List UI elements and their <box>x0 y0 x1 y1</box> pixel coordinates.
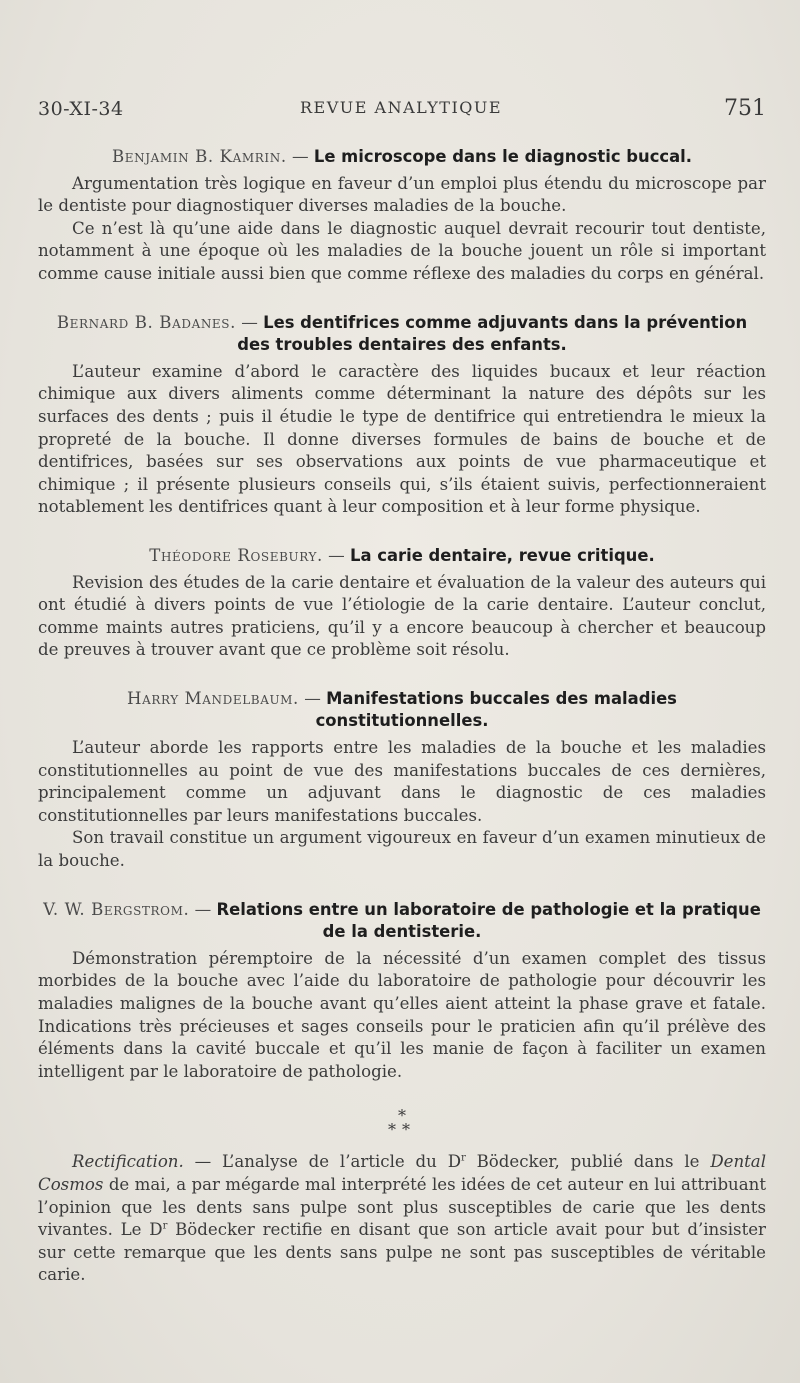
entry-title: Relations entre un laboratoire de pathologie et la pratique de la dentisterie. <box>216 899 761 942</box>
entry-title: La carie dentaire, revue critique. <box>350 545 655 565</box>
entry-paragraph: Son travail constitue un argument vigoureux en faveur d’un examen minutieux de la bouche. <box>38 828 766 871</box>
page-number: 751 <box>724 96 766 121</box>
rectification-text: Bödecker rectifie en disant que son article avait pour but d’insister sur cette remarque que les dents sans pulpe ne sont pas susceptibles de véritable carie. <box>38 1220 766 1285</box>
entry-heading <box>38 545 766 568</box>
entry-paragraph: Argumentation très logique en faveur d’un emploi plus étendu du microscope par le dentiste pour diagnostiquer diverses maladies de la bouche. <box>38 173 766 216</box>
running-head <box>38 96 766 126</box>
review-entry <box>38 545 766 662</box>
entry-dash: — <box>322 545 351 565</box>
entry-paragraph: Ce n’est là qu’une aide dans le diagnostic auquel devrait recourir tout dentiste, notamment à une époque où les maladies de la bouche jouent un rôle si important comme cause initiale aussi bien que comme réflexe des maladies du corps en général. <box>38 218 766 283</box>
entry-paragraph: L’auteur examine d’abord le caractère des liquides bucaux et leur réaction chimique aux divers aliments comme déterminant la nature des dépôts sur les surfaces des dents ; puis il étudie le type de dentifrice qui entretiendra le mieux la propreté de la bouche. Il donne diverses formules de bains de bouche et de dentifrices, basées sur ses observations aux points de vue pharmaceutique et chimique ; il présente plusieurs conseils qui, s’ils étaient suivis, perfectionneraient notablement les dentifrices quant à leur composition et à leur forme physique. <box>38 361 766 517</box>
rectification-text: — L’analyse de l’article du D <box>183 1152 461 1172</box>
entry-author: Bernard B. Badanes. <box>56 312 236 332</box>
superscript: r <box>162 1220 168 1232</box>
rectification-paragraph <box>38 1151 766 1287</box>
review-entry <box>38 899 766 1084</box>
entry-title: Manifestations buccales des maladies constitutionnelles. <box>315 688 677 731</box>
rectification-label: Rectification. <box>72 1152 184 1172</box>
entry-dash: — <box>189 899 217 919</box>
entry-dash: — <box>286 147 314 166</box>
entry-author: Harry Mandelbaum. <box>127 688 299 708</box>
entry-author: Benjamin B. Kamrin. <box>111 147 287 166</box>
issue-date: 30-XI-34 <box>38 98 124 120</box>
journal-name: Dental Cosmos <box>38 1152 767 1194</box>
entry-paragraph: Démonstration péremptoire de la nécessité d’un examen complet des tissus morbides de la bouche avec l’aide du laboratoire de pathologie pour découvrir les maladies malignes de la bouche avant qu’elles aient atteint la phase grave et fatale. Indications très précieuses et sages conseils pour le praticien afin qu’il prélève des éléments dans la cavité buccale et qu’il les manie de façon à faciliter un examen intelligent par le laboratoire de pathologie. <box>38 948 766 1081</box>
entry-heading <box>38 312 766 357</box>
entry-dash: — <box>236 312 264 332</box>
entry-paragraph: L’auteur aborde les rapports entre les maladies de la bouche et les maladies constitutionnelles au point de vue des manifestations buccales de ces dernières, principalement comme un adjuvant dans le diagnostic de ces maladies constitutionnelles par leurs manifestations buccales. <box>38 738 766 825</box>
review-entry <box>38 312 766 519</box>
entry-title: Le microscope dans le diagnostic buccal. <box>313 147 693 166</box>
entry-heading <box>38 899 766 944</box>
asterism-bottom: ** <box>388 1120 416 1140</box>
entry-dash: — <box>298 688 327 708</box>
rectification-text: Bödecker, publié dans le <box>465 1152 711 1172</box>
asterism-divider <box>38 1106 766 1140</box>
asterism-top: * <box>398 1106 406 1126</box>
superscript: r <box>461 1152 466 1164</box>
page-content <box>38 146 766 1287</box>
review-entry <box>38 688 766 873</box>
review-entry <box>38 146 766 286</box>
entry-author: Théodore Rosebury. <box>149 545 323 565</box>
rectification-text: de mai, a par mégarde mal interprété les idées de cet auteur en lui attribuant l’opinion que les dents sans pulpe sont plus susceptibles de carie que les dents vivantes. Le D <box>38 1174 766 1240</box>
journal-title: REVUE ANALYTIQUE <box>300 98 503 117</box>
entry-author: V. W. Bergstrom. <box>43 899 190 919</box>
entry-heading <box>38 688 766 733</box>
entry-title: Les dentifrices comme adjuvants dans la prévention des troubles dentaires des enfants. <box>237 312 748 355</box>
entry-heading <box>38 146 766 169</box>
entry-paragraph: Revision des études de la carie dentaire et évaluation de la valeur des auteurs qui ont étudié à divers points de vue l’étiologie de la carie dentaire. L’auteur conclut, comme maints autres praticiens, qu’il y a encore beaucoup à chercher et beaucoup de preuves à trouver avant que ce problème soit résolu. <box>38 572 766 660</box>
